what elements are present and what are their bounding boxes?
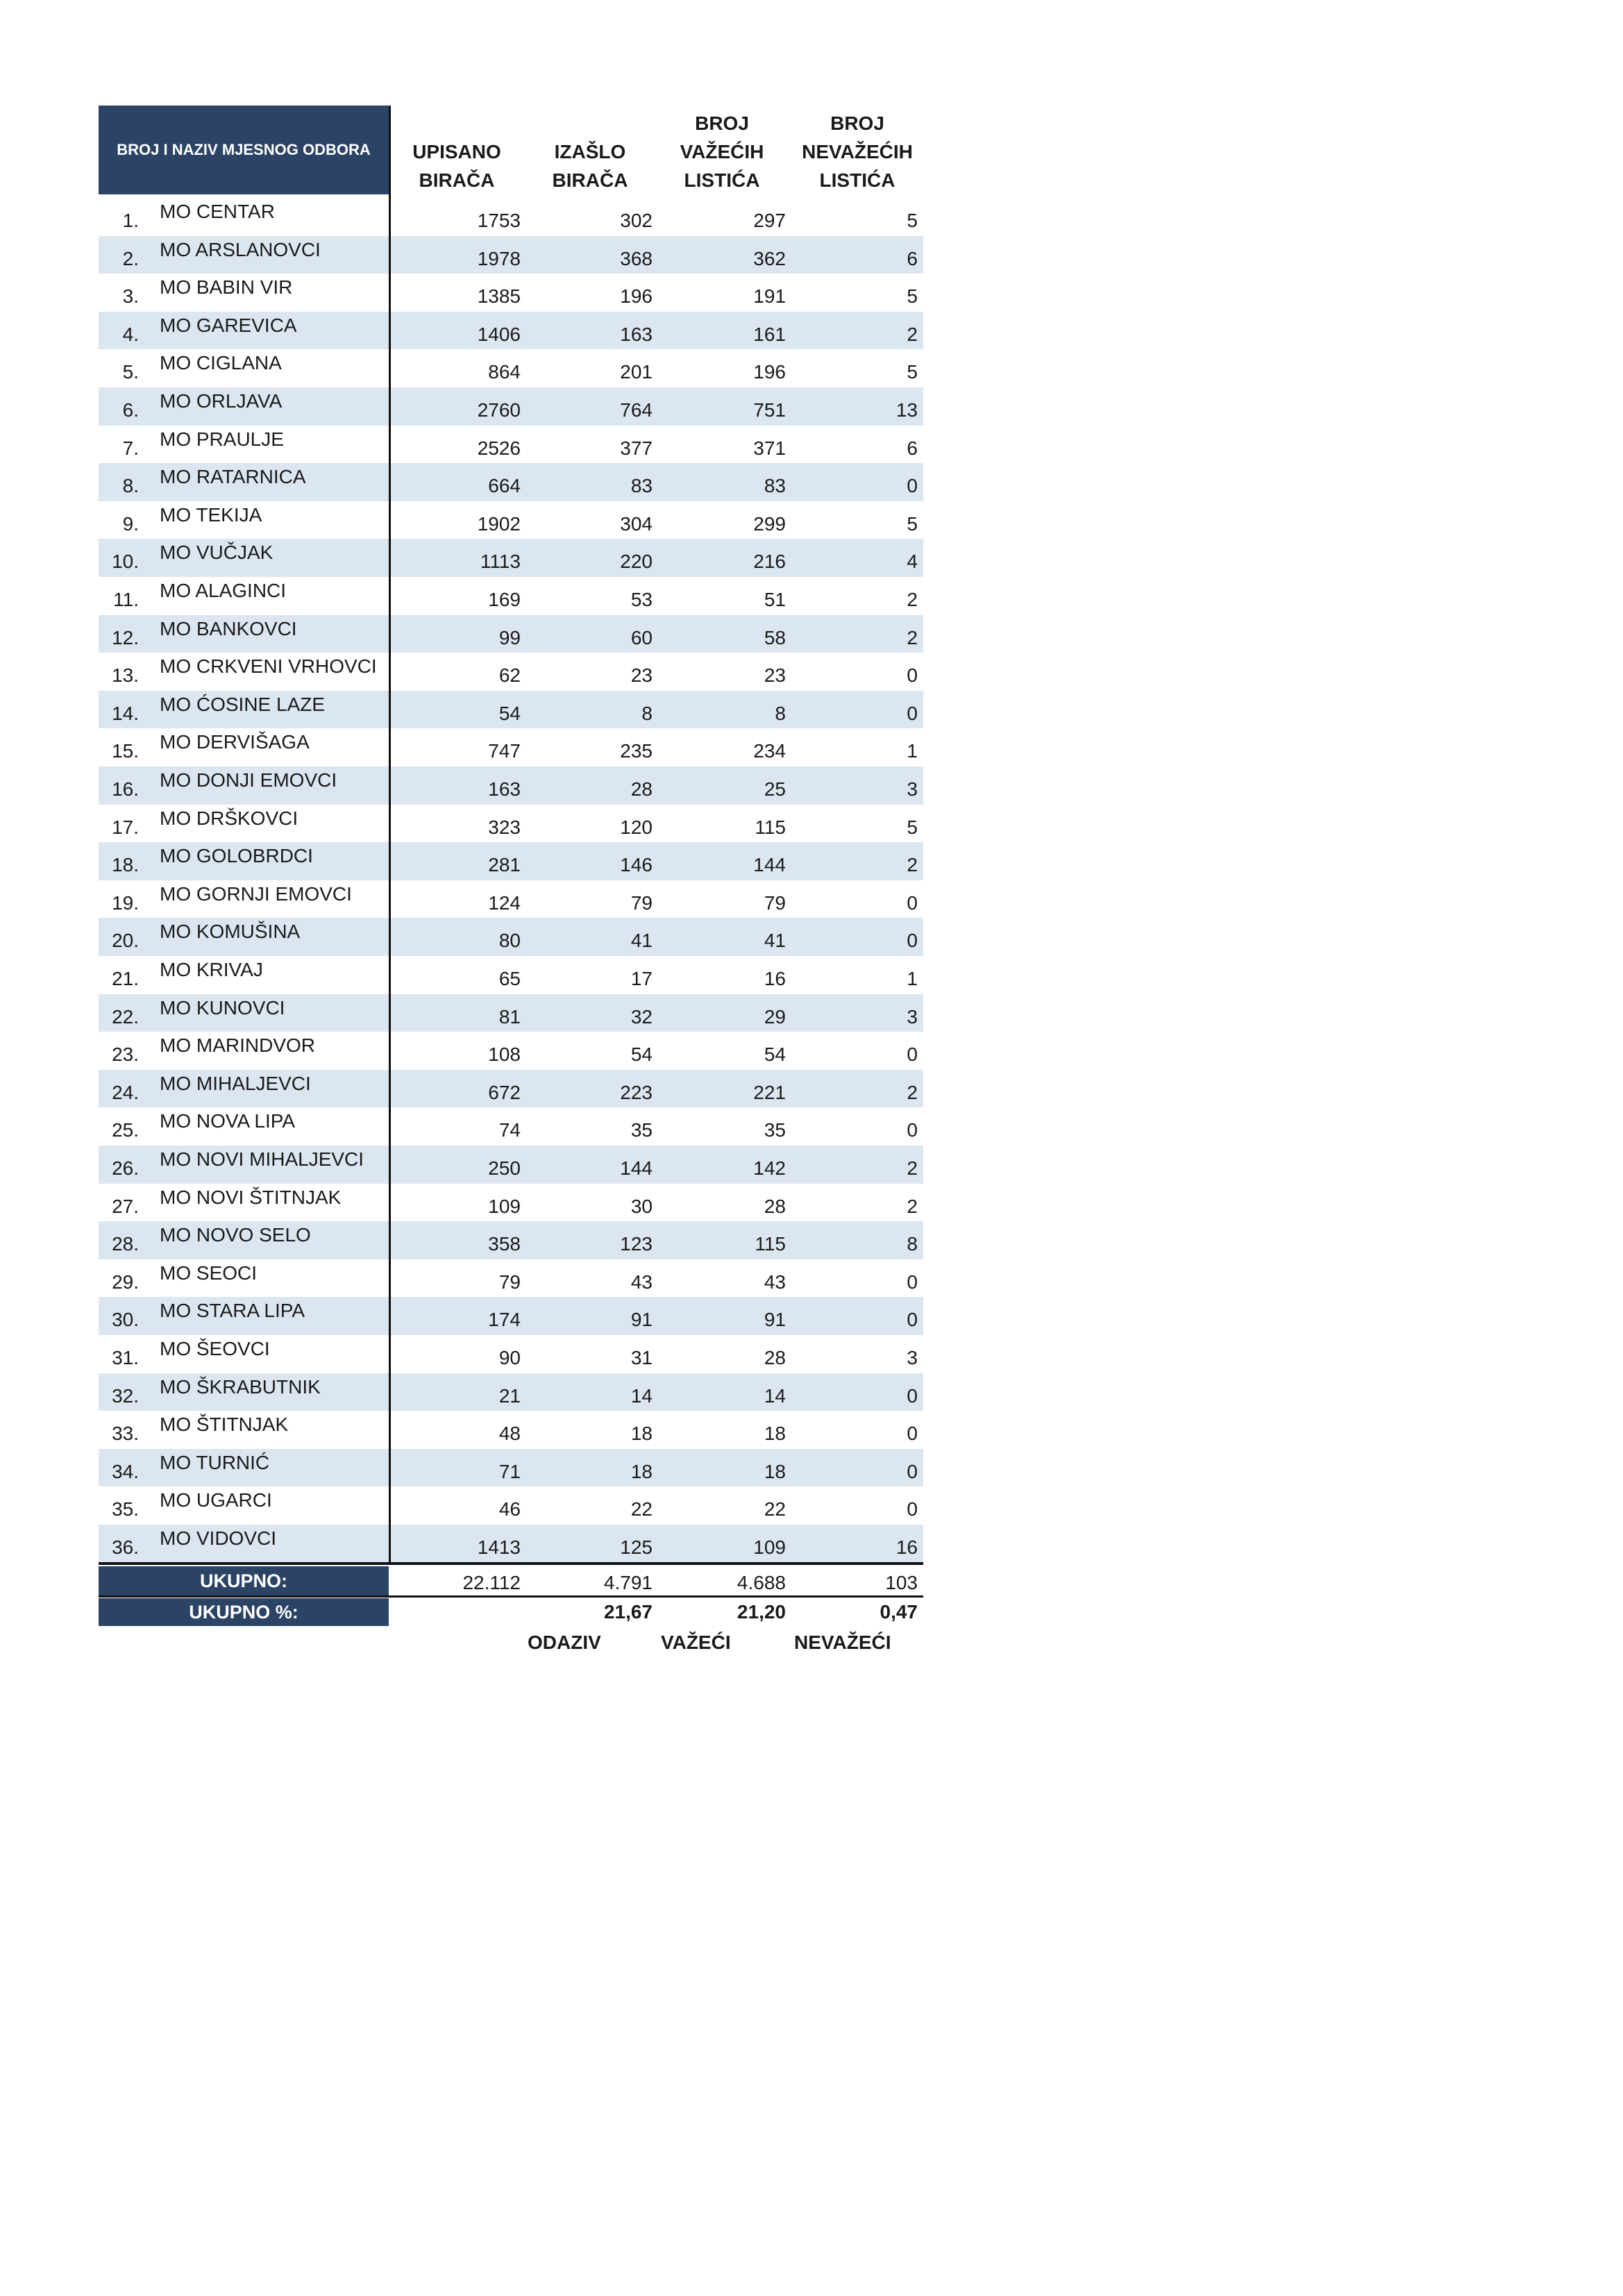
- cell-nevazeci: 2: [907, 323, 918, 345]
- cell-upisano: 1902: [477, 512, 521, 535]
- cell-nevazeci: 5: [907, 285, 918, 308]
- cell-izaslo: 163: [620, 323, 653, 345]
- committee-name: MO SEOCI: [160, 1262, 258, 1284]
- cell-vazeci: 35: [764, 1119, 786, 1141]
- committee-name: MO MARINDVOR: [160, 1034, 315, 1057]
- cell-nevazeci: 5: [907, 361, 918, 383]
- cell-upisano: 169: [488, 589, 521, 610]
- table-row: [99, 274, 923, 312]
- cell-izaslo: 60: [630, 626, 653, 648]
- cell-izaslo: 223: [620, 1081, 653, 1103]
- committee-name: MO KUNOVCI: [160, 996, 285, 1019]
- cell-vazeci: 144: [753, 854, 786, 876]
- row-number: 3.: [122, 285, 139, 308]
- cell-vazeci: 28: [764, 1347, 786, 1368]
- committee-name: MO GAREVICA: [160, 314, 297, 336]
- cell-nevazeci: 8: [907, 1233, 918, 1255]
- cell-vazeci: 161: [753, 323, 786, 345]
- committee-name: MO STARA LIPA: [160, 1300, 305, 1322]
- committee-name: MO ORLJAVA: [160, 390, 283, 412]
- cell-upisano: 1753: [477, 210, 521, 231]
- cell-upisano: 1113: [480, 551, 521, 573]
- committee-name: MO RATARNICA: [160, 466, 306, 488]
- committee-name: MO VUČJAK: [160, 542, 274, 564]
- cell-izaslo: 18: [630, 1460, 653, 1482]
- cell-upisano: 71: [498, 1460, 521, 1482]
- cell-vazeci: 196: [753, 361, 786, 383]
- totals-label: UKUPNO:: [99, 1566, 389, 1595]
- cell-vazeci: 297: [753, 210, 786, 231]
- committee-name: MO NOVA LIPA: [160, 1110, 296, 1132]
- committee-name: MO NOVI MIHALJEVCI: [160, 1148, 364, 1170]
- cell-upisano: 2526: [477, 437, 521, 459]
- cell-nevazeci: 1: [907, 968, 918, 989]
- cell-vazeci: 43: [764, 1271, 786, 1293]
- committee-name: MO KOMUŠINA: [160, 921, 301, 943]
- row-number: 22.: [112, 1005, 139, 1028]
- total-nevazeci: 103: [885, 1572, 918, 1593]
- column-header-name: BROJ I NAZIV MJESNOG ODBORA: [99, 106, 389, 194]
- cell-izaslo: 54: [630, 1044, 653, 1066]
- column-header-vazeci: BROJ VAŽEĆIH LISTIĆA: [680, 112, 764, 191]
- cell-upisano: 664: [488, 475, 521, 497]
- cell-upisano: 74: [498, 1119, 521, 1141]
- total-izaslo: 4.791: [603, 1572, 653, 1593]
- committee-name: MO CENTAR: [160, 201, 275, 222]
- cell-nevazeci: 0: [907, 475, 918, 497]
- committee-name: MO VIDOVCI: [160, 1527, 277, 1549]
- committee-name: MO ŠEOVCI: [160, 1338, 270, 1359]
- cell-nevazeci: 0: [907, 664, 918, 687]
- cell-nevazeci: 0: [907, 930, 918, 952]
- row-number: 15.: [112, 740, 139, 762]
- cell-nevazeci: 2: [907, 854, 918, 876]
- cell-vazeci: 142: [753, 1157, 786, 1179]
- cell-nevazeci: 5: [907, 816, 918, 838]
- committee-name: MO ALAGINCI: [160, 580, 287, 601]
- percent-izaslo: 21,67: [603, 1601, 653, 1623]
- committee-name: MO CIGLANA: [160, 352, 282, 374]
- cell-upisano: 864: [488, 361, 521, 383]
- cell-vazeci: 28: [764, 1195, 786, 1217]
- cell-izaslo: 79: [630, 891, 653, 914]
- cell-nevazeci: 6: [907, 247, 918, 269]
- cell-izaslo: 123: [620, 1233, 653, 1255]
- cell-upisano: 65: [498, 968, 521, 989]
- cell-nevazeci: 3: [907, 1347, 918, 1368]
- cell-izaslo: 17: [630, 968, 653, 989]
- cell-nevazeci: 6: [907, 437, 918, 459]
- row-number: 25.: [112, 1119, 139, 1141]
- cell-vazeci: 234: [753, 740, 786, 762]
- row-number: 16.: [112, 778, 139, 800]
- cell-upisano: 1406: [477, 323, 521, 345]
- table-row: [99, 236, 923, 274]
- cell-vazeci: 216: [753, 551, 786, 573]
- committee-name: MO DERVIŠAGA: [160, 731, 310, 753]
- cell-vazeci: 18: [764, 1460, 786, 1482]
- committee-name: MO DONJI EMOVCI: [160, 769, 337, 791]
- cell-izaslo: 304: [620, 512, 653, 535]
- cell-vazeci: 115: [755, 816, 786, 838]
- table-row: [99, 1221, 923, 1259]
- cell-izaslo: 22: [630, 1498, 653, 1520]
- cell-vazeci: 18: [764, 1423, 786, 1445]
- cell-izaslo: 302: [620, 210, 653, 231]
- cell-upisano: 54: [498, 702, 521, 724]
- cell-izaslo: 8: [641, 702, 653, 724]
- cell-upisano: 2760: [477, 399, 521, 421]
- cell-upisano: 80: [498, 930, 521, 952]
- row-number: 9.: [122, 512, 139, 535]
- cell-vazeci: 299: [753, 512, 786, 535]
- table-row: [99, 1335, 923, 1373]
- cell-vazeci: 23: [764, 664, 786, 687]
- row-number: 30.: [112, 1309, 139, 1331]
- row-number: 18.: [112, 854, 139, 876]
- table-row: [99, 994, 923, 1032]
- cell-nevazeci: 2: [907, 1195, 918, 1217]
- cell-upisano: 109: [488, 1195, 521, 1217]
- table-row: [99, 1032, 923, 1070]
- cell-izaslo: 28: [630, 778, 653, 800]
- cell-nevazeci: 0: [907, 1498, 918, 1520]
- column-divider: [389, 106, 391, 1564]
- cell-vazeci: 751: [753, 399, 786, 421]
- row-number: 1.: [122, 210, 139, 231]
- cell-nevazeci: 2: [907, 1157, 918, 1179]
- committee-name: MO TEKIJA: [160, 503, 262, 526]
- cell-izaslo: 764: [620, 399, 653, 421]
- cell-vazeci: 91: [764, 1309, 786, 1331]
- cell-izaslo: 14: [630, 1384, 653, 1407]
- row-number: 6.: [122, 399, 139, 421]
- table-row: [99, 956, 923, 994]
- column-header-upisano: UPISANO BIRAČA: [412, 141, 501, 191]
- cell-vazeci: 83: [764, 475, 786, 497]
- table-row: [99, 728, 923, 766]
- table-row: [99, 842, 923, 880]
- row-number: 14.: [112, 702, 139, 724]
- row-number: 4.: [122, 323, 139, 345]
- committee-name: MO PRAULJE: [160, 428, 284, 450]
- row-number: 20.: [112, 930, 139, 952]
- committee-name: MO ŠTITNJAK: [160, 1414, 289, 1436]
- row-number: 33.: [112, 1423, 139, 1445]
- table-row: [99, 766, 923, 805]
- table-row: [99, 880, 923, 919]
- cell-upisano: 108: [488, 1044, 521, 1066]
- table-row: [99, 1297, 923, 1335]
- cell-nevazeci: 0: [907, 1384, 918, 1407]
- row-number: 13.: [112, 664, 139, 687]
- cell-upisano: 1385: [477, 285, 521, 308]
- table-row: [99, 387, 923, 426]
- cell-izaslo: 83: [630, 475, 653, 497]
- table-row: [99, 1449, 923, 1487]
- table-row: [99, 577, 923, 615]
- cell-upisano: 79: [498, 1271, 521, 1293]
- cell-nevazeci: 16: [895, 1536, 918, 1558]
- table-row: [99, 349, 923, 387]
- cell-vazeci: 8: [775, 702, 786, 724]
- row-number: 19.: [112, 891, 139, 914]
- cell-upisano: 46: [498, 1498, 521, 1520]
- cell-vazeci: 29: [764, 1005, 786, 1028]
- committee-name: MO CRKVENI VRHOVCI: [160, 655, 377, 678]
- percent-label: UKUPNO %:: [99, 1598, 389, 1626]
- cell-nevazeci: 0: [907, 1119, 918, 1141]
- cell-nevazeci: 4: [907, 551, 918, 573]
- percent-vazeci: 21,20: [737, 1601, 786, 1623]
- row-number: 10.: [112, 551, 139, 573]
- table-row: [99, 501, 923, 539]
- cell-izaslo: 30: [630, 1195, 653, 1217]
- cell-izaslo: 41: [630, 930, 653, 952]
- cell-upisano: 163: [488, 778, 521, 800]
- cell-nevazeci: 13: [895, 399, 918, 421]
- cell-nevazeci: 0: [907, 702, 918, 724]
- cell-upisano: 358: [488, 1233, 521, 1255]
- cell-vazeci: 191: [753, 285, 786, 308]
- cell-izaslo: 125: [620, 1536, 653, 1558]
- row-number: 17.: [112, 816, 139, 838]
- row-number: 8.: [122, 475, 139, 497]
- cell-nevazeci: 0: [907, 1460, 918, 1482]
- table-row: [99, 463, 923, 501]
- table-row: [99, 1373, 923, 1411]
- row-number: 2.: [122, 247, 139, 269]
- cell-izaslo: 144: [620, 1157, 653, 1179]
- cell-upisano: 250: [488, 1157, 521, 1179]
- cell-vazeci: 14: [764, 1384, 786, 1407]
- cell-vazeci: 79: [764, 891, 786, 914]
- cell-upisano: 81: [498, 1005, 521, 1028]
- table-row: [99, 1184, 923, 1222]
- cell-izaslo: 220: [620, 551, 653, 573]
- cell-nevazeci: 0: [907, 1423, 918, 1445]
- cell-upisano: 124: [488, 891, 521, 914]
- row-number: 5.: [122, 361, 139, 383]
- cell-upisano: 48: [498, 1423, 521, 1445]
- row-number: 36.: [112, 1536, 139, 1558]
- table-row: [99, 615, 923, 653]
- cell-vazeci: 115: [755, 1233, 786, 1255]
- cell-izaslo: 91: [630, 1309, 653, 1331]
- total-upisano: 22.112: [462, 1572, 521, 1593]
- cell-upisano: 323: [488, 816, 521, 838]
- cell-nevazeci: 0: [907, 1309, 918, 1331]
- row-number: 28.: [112, 1233, 139, 1255]
- row-number: 21.: [112, 968, 139, 989]
- cell-vazeci: 371: [753, 437, 786, 459]
- cell-izaslo: 32: [630, 1005, 653, 1028]
- cell-izaslo: 35: [630, 1119, 653, 1141]
- committee-name: MO KRIVAJ: [160, 959, 263, 980]
- row-number: 24.: [112, 1081, 139, 1103]
- column-header-nevazeci: BROJ NEVAŽEĆIH LISTIĆA: [802, 112, 913, 191]
- cell-vazeci: 22: [764, 1498, 786, 1520]
- total-vazeci: 4.688: [737, 1572, 786, 1593]
- table-row: [99, 1107, 923, 1146]
- cell-upisano: 281: [488, 854, 521, 876]
- cell-vazeci: 51: [764, 589, 786, 610]
- cell-izaslo: 43: [630, 1271, 653, 1293]
- table-row: [99, 426, 923, 464]
- committee-name: MO UGARCI: [160, 1489, 272, 1511]
- cell-nevazeci: 5: [907, 512, 918, 535]
- percent-nevazeci: 0,47: [880, 1601, 918, 1623]
- cell-izaslo: 146: [620, 854, 653, 876]
- cell-vazeci: 54: [764, 1044, 786, 1066]
- row-number: 31.: [112, 1347, 139, 1368]
- cell-nevazeci: 0: [907, 891, 918, 914]
- table-row: [99, 1525, 923, 1563]
- cell-nevazeci: 3: [907, 778, 918, 800]
- committee-name: MO TURNIĆ: [160, 1451, 270, 1473]
- cell-upisano: 99: [498, 626, 521, 648]
- cell-vazeci: 221: [753, 1081, 786, 1103]
- table-row: [99, 312, 923, 350]
- cell-upisano: 174: [488, 1309, 521, 1331]
- committee-name: MO NOVO SELO: [160, 1224, 311, 1246]
- cell-izaslo: 196: [620, 285, 653, 308]
- row-number: 7.: [122, 437, 139, 459]
- row-number: 35.: [112, 1498, 139, 1520]
- cell-upisano: 21: [498, 1384, 521, 1407]
- cell-nevazeci: 2: [907, 589, 918, 610]
- cell-izaslo: 235: [620, 740, 653, 762]
- column-header-izaslo: IZAŠLO BIRAČA: [552, 141, 628, 191]
- row-number: 12.: [112, 626, 139, 648]
- cell-vazeci: 58: [764, 626, 786, 648]
- table-row: [99, 1486, 923, 1525]
- table-row: [99, 1259, 923, 1298]
- table-row: [99, 539, 923, 577]
- committee-name: MO BABIN VIR: [160, 276, 293, 299]
- totals-divider: [99, 1562, 923, 1565]
- cell-vazeci: 16: [764, 968, 786, 989]
- committee-name: MO MIHALJEVCI: [160, 1072, 311, 1094]
- table-row: [99, 198, 923, 236]
- cell-nevazeci: 0: [907, 1044, 918, 1066]
- table-row: [99, 918, 923, 956]
- cell-upisano: 1978: [477, 247, 521, 269]
- cell-izaslo: 53: [630, 589, 653, 610]
- committee-name: MO GORNJI EMOVCI: [160, 882, 352, 905]
- committee-name: MO ĆOSINE LAZE: [160, 693, 326, 715]
- cell-upisano: 672: [488, 1081, 521, 1103]
- cell-vazeci: 41: [764, 930, 786, 952]
- table-row: [99, 691, 923, 729]
- committee-name: MO NOVI ŠTITNJAK: [160, 1186, 342, 1208]
- table-row: [99, 805, 923, 843]
- committee-name: MO BANKOVCI: [160, 617, 297, 639]
- cell-izaslo: 31: [630, 1347, 653, 1368]
- table-row: [99, 1070, 923, 1108]
- cell-izaslo: 201: [620, 361, 653, 383]
- committee-name: MO ŠKRABUTNIK: [160, 1375, 321, 1398]
- row-number: 29.: [112, 1271, 139, 1293]
- cell-vazeci: 25: [764, 778, 786, 800]
- cell-upisano: 1413: [477, 1536, 521, 1558]
- footer-nevazeci: NEVAŽEĆI: [794, 1632, 891, 1653]
- cell-izaslo: 368: [620, 247, 653, 269]
- cell-nevazeci: 3: [907, 1005, 918, 1028]
- cell-izaslo: 23: [630, 664, 653, 687]
- committee-name: MO DRŠKOVCI: [160, 807, 298, 829]
- row-number: 23.: [112, 1044, 139, 1066]
- footer-odaziv: ODAZIV: [528, 1632, 601, 1653]
- row-number: 26.: [112, 1157, 139, 1179]
- table-row: [99, 1411, 923, 1449]
- committee-name: MO GOLOBRDCI: [160, 845, 313, 867]
- row-number: 32.: [112, 1384, 139, 1407]
- row-number: 11.: [113, 589, 139, 610]
- cell-upisano: 90: [498, 1347, 521, 1368]
- cell-nevazeci: 2: [907, 1081, 918, 1103]
- cell-nevazeci: 5: [907, 210, 918, 231]
- row-number: 27.: [112, 1195, 139, 1217]
- cell-nevazeci: 1: [907, 740, 918, 762]
- table-row: [99, 653, 923, 691]
- cell-vazeci: 109: [753, 1536, 786, 1558]
- cell-izaslo: 18: [630, 1423, 653, 1445]
- cell-nevazeci: 0: [907, 1271, 918, 1293]
- cell-upisano: 62: [498, 664, 521, 687]
- row-number: 34.: [112, 1460, 139, 1482]
- cell-nevazeci: 2: [907, 626, 918, 648]
- percent-divider: [99, 1595, 923, 1598]
- footer-vazeci: VAŽEĆI: [661, 1632, 731, 1653]
- cell-upisano: 747: [488, 740, 521, 762]
- table-row: [99, 1146, 923, 1184]
- committee-name: MO ARSLANOVCI: [160, 238, 321, 260]
- cell-izaslo: 377: [620, 437, 653, 459]
- cell-vazeci: 362: [753, 247, 786, 269]
- cell-izaslo: 120: [620, 816, 653, 838]
